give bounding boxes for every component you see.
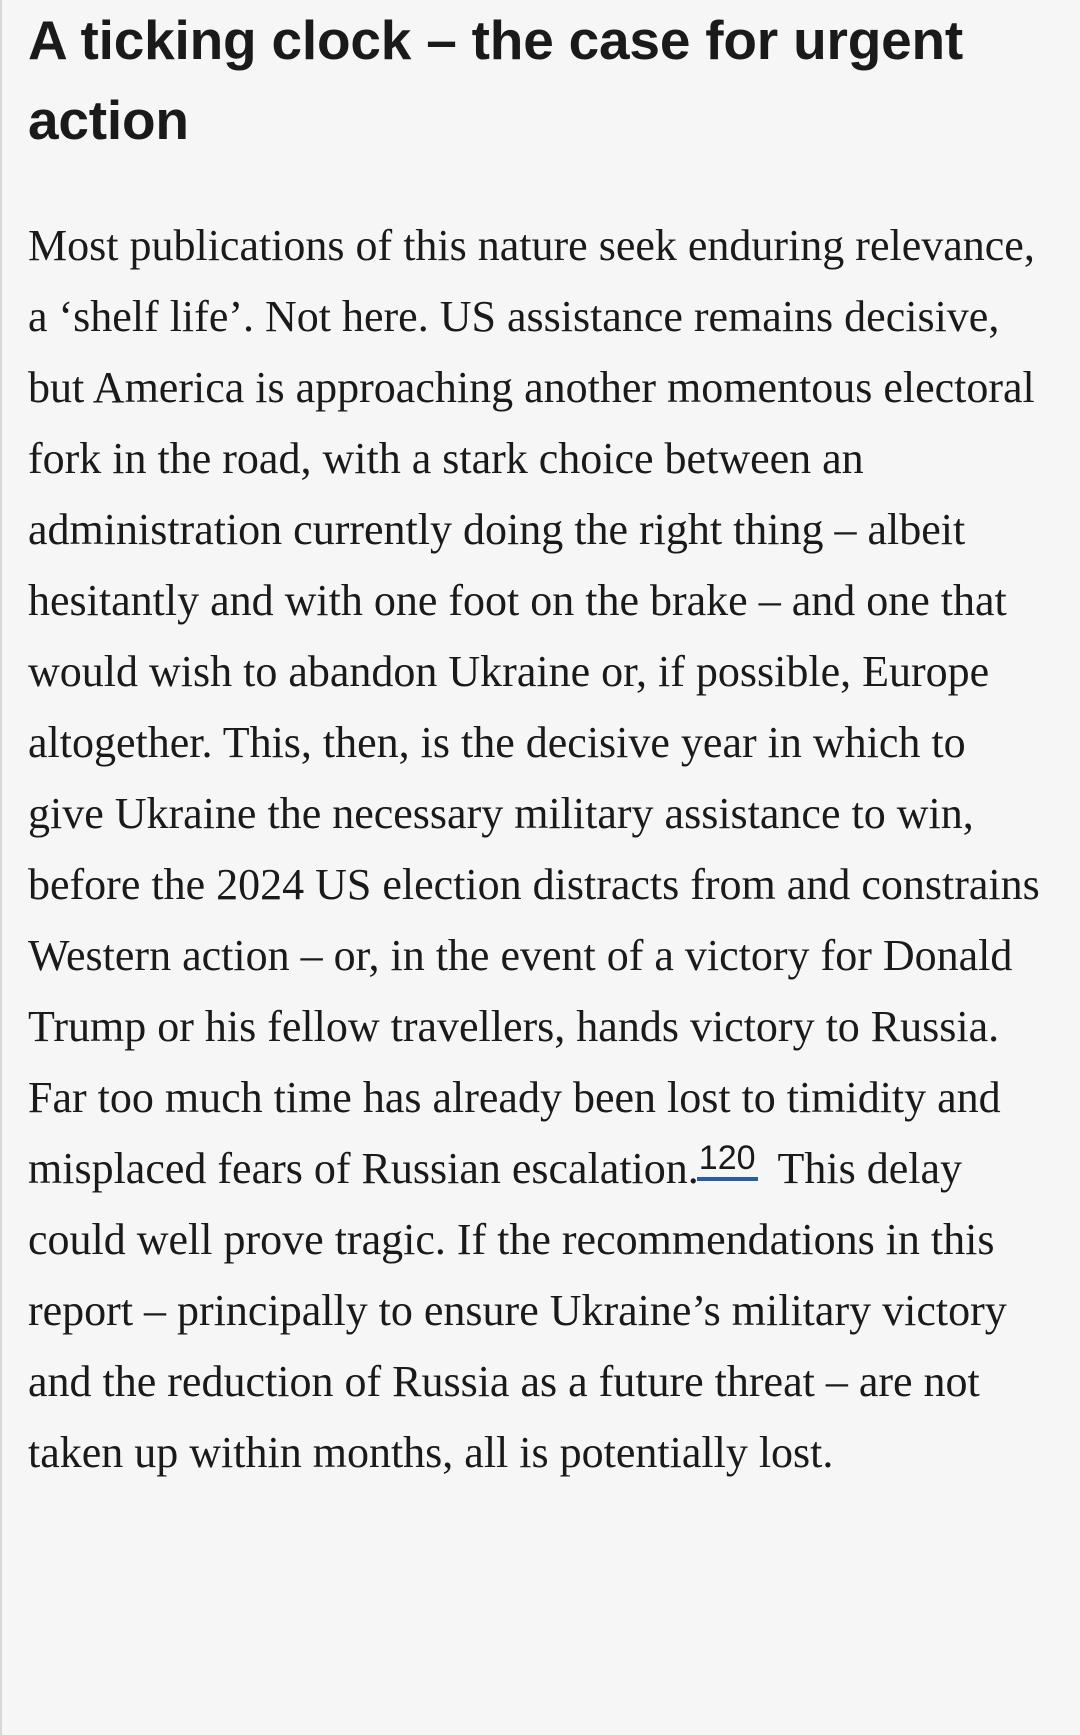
article bbox=[28, 0, 1048, 1488]
footnote-reference-link[interactable]: 120 bbox=[697, 1139, 758, 1181]
paragraph-text-after-ref: This delay could well prove tragic. If the recommendations in this report – principally to ensure Ukraine’s military victory and the reduction of Russia as a future threat – are not taken up within months, all is potentially lost. bbox=[28, 1144, 1007, 1477]
body-paragraph bbox=[28, 210, 1048, 1488]
section-heading: A ticking clock – the case for urgent action bbox=[28, 9, 963, 151]
paragraph-text-before-ref: Most publications of this nature seek enduring relevance, a ‘shelf life’. Not here. US assistance remains decisive, but America is approaching another momentous electoral fork in the road, with a stark choice between an administration currently doing the right thing – albeit hesitantly and with one foot on the brake – and one that would wish to abandon Ukraine or, if possible, Europe altogether. This, then, is the decisive year in which to give Ukraine the necessary military assistance to win, before the 2024 US election distracts from and constrains Western action – or, in the event of a victory for Donald Trump or his fellow travellers, hands victory to Russia. Far too much time has already been lost to timidity and misplaced fears of Russian escalation. bbox=[28, 221, 1040, 1193]
